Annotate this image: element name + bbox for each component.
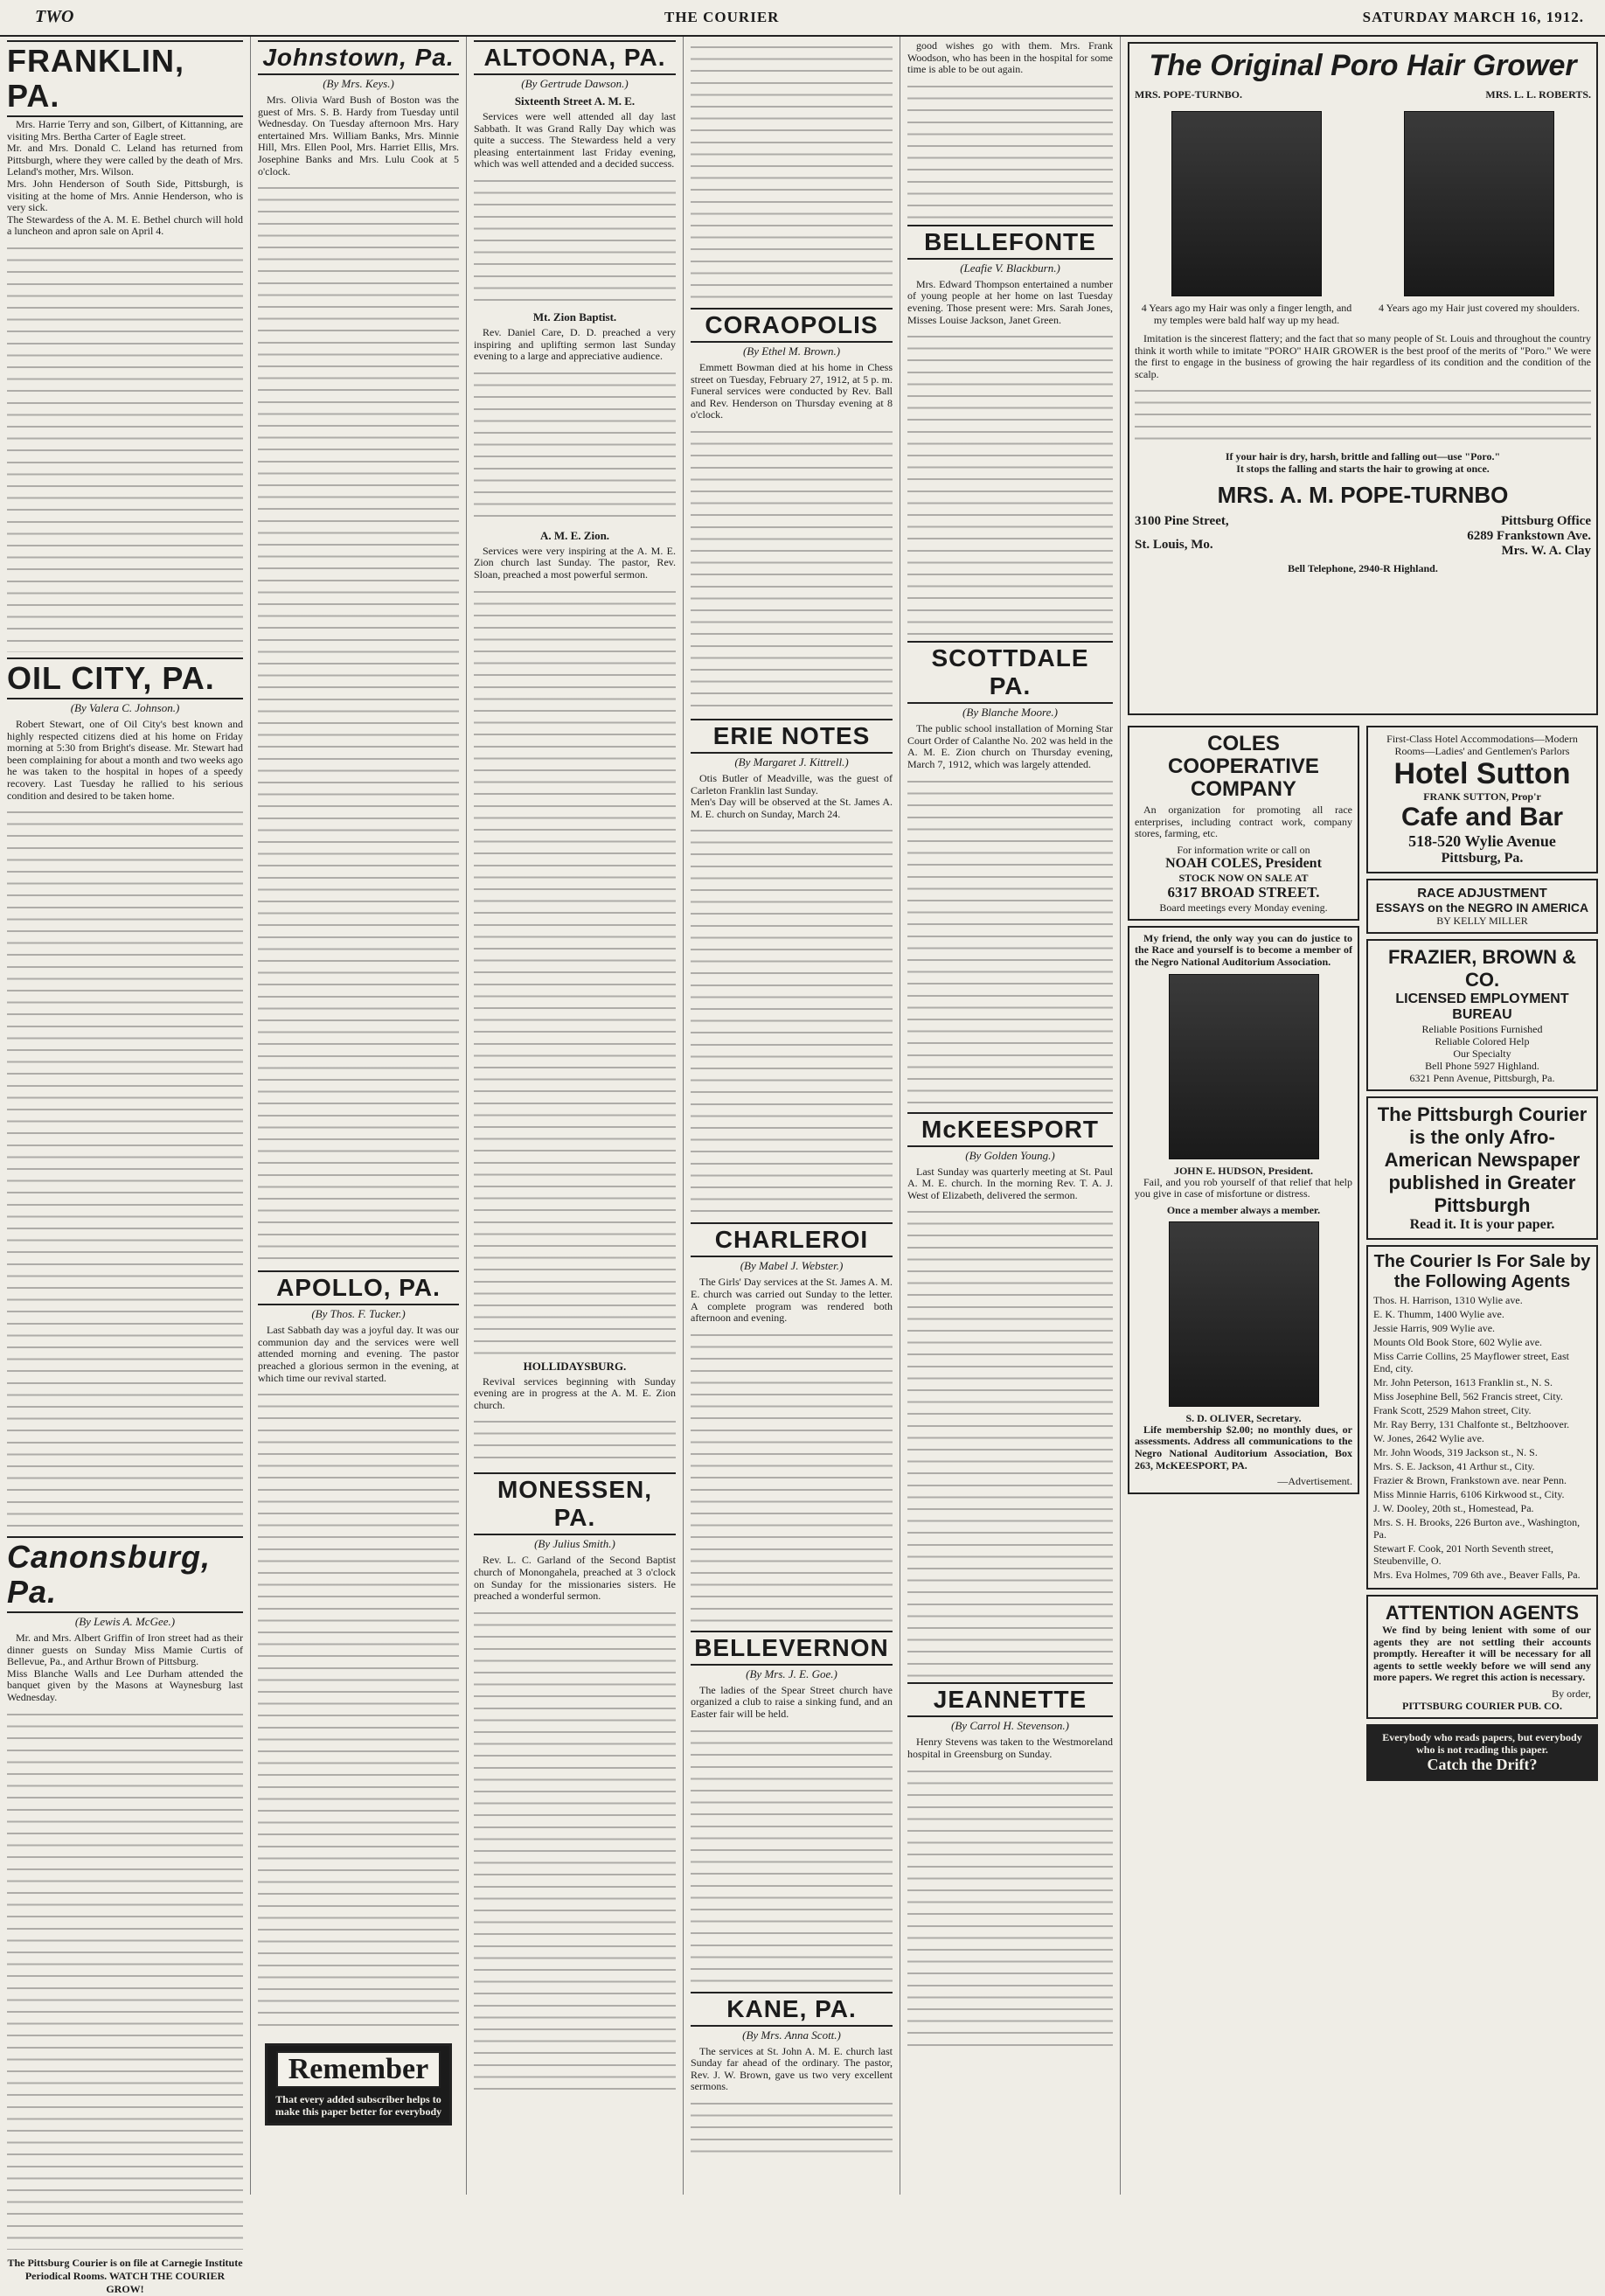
bellevernon-heading: BELLEVERNON [691,1631,893,1666]
poro-name: MRS. A. M. POPE-TURNBO [1217,482,1509,509]
frazier-address: 6321 Penn Avenue, Pittsburgh, Pa. [1409,1072,1555,1084]
coles-stock: STOCK NOW ON SALE AT [1178,871,1309,884]
johnstown-column-text [258,181,459,1265]
agent-entry: Mr. Ray Berry, 131 Chalfonte st., Beltzhoover. [1373,1418,1570,1430]
continued-column-text [907,80,1113,219]
nna-text: My friend, the only way you can do justice to the Race and yourself is to become a member of the Negro National Auditorium Association. [1135,931,1352,968]
poro-addr-left-2: St. Louis, Mo. [1135,538,1213,553]
remember-text: That every added subscriber helps to make this paper better for everybody [274,2093,442,2119]
monessen-column-text [474,1606,676,2096]
altoona-column-text [474,174,676,305]
sutton-title: Hotel Sutton [1393,757,1571,790]
altoona-byline: (By Gertrude Dawson.) [521,77,629,90]
poro-tail-1: If your hair is dry, harsh, brittle and falling out—use "Poro." [1225,450,1501,463]
jeannette-heading: JEANNETTE [907,1682,1113,1717]
bellefonte-text: Mrs. Edward Thompson entertained a number of young people at her home on last Tuesday evening. Those present were: Mrs. Sarah Jones, Misses Louise Jackson, Janet Green. [907,277,1113,326]
carnegie-notice: The Pittsburg Courier is on file at Carnegie Institute Periodical Rooms. WATCH THE COURIER GROW! [7,2256,243,2295]
bellefonte-column-text [907,330,1113,636]
mckeesport-heading: McKEESPORT [907,1112,1113,1147]
agent-entry: Mrs. Eva Holmes, 709 6th ave., Beaver Falls, Pa. [1373,1569,1581,1581]
column-2 [251,37,467,2195]
zion-subhead: Mt. Zion Baptist. [532,310,617,324]
charleroi-heading: CHARLEROI [691,1222,893,1257]
poro-title: The Original Poro Hair Grower [1149,49,1577,82]
agent-entry: Frank Scott, 2529 Mahon street, City. [1373,1404,1532,1416]
agent-entry: Miss Minnie Harris, 6106 Kirkwood st., City. [1373,1488,1565,1500]
frazier-line-1: Reliable Positions Furnished [1421,1023,1543,1035]
nna-president: JOHN E. HUDSON, President. [1173,1164,1314,1177]
mckeesport-text: Last Sunday was quarterly meeting at St. Paul A. M. E. church. In the morning Rev. T. A. J. West of Elizabeth, delivered the sermon. [907,1165,1113,1201]
apollo-byline: (By Thos. F. Tucker.) [311,1307,406,1321]
ame-subhead: A. M. E. Zion. [539,528,610,542]
agents-list [1373,1294,1591,1581]
jeannette-column-text [907,1764,1113,2053]
coles-title: COLES COOPERATIVE COMPANY [1168,732,1319,801]
race-sub: ESSAYS on the NEGRO IN AMERICA [1375,901,1589,915]
sutton-owner: FRANK SUTTON, Prop'r [1423,790,1541,803]
race-by: BY KELLY MILLER [1436,915,1528,927]
johnstown-heading: Johnstown, Pa. [258,40,459,75]
canonsburg-heading: Canonsburg, Pa. [7,1536,243,1613]
box-sub: Catch the Drift? [1427,1755,1538,1773]
erie-column-text [691,824,893,1217]
column-1 [0,37,251,2295]
oilcity-text: Robert Stewart, one of Oil City's best known and highly respected citizens died at his home on Friday morning at 5:30 from Bright's disease. Mr. Stewart had been complaining for about a month and two weeks ago he was taken to the hospital in hopes of a speedy recovery. Last Tuesday he rallied to his serious condition and desired to be taken home. [7,717,243,802]
courier-ad-sub: Read it. It is your paper. [1409,1217,1555,1232]
poro-ad [1128,42,1598,715]
coraopolis-heading: CORAOPOLIS [691,308,893,343]
poro-caption-right: 4 Years ago my Hair just covered my shoulders. [1379,302,1580,314]
oilcity-column-text [7,805,243,1531]
sutton-cafe: Cafe and Bar [1400,803,1564,831]
column-4 [684,37,900,2195]
kane-text: The services at St. John A. M. E. church last Sunday far ahead of the ordinary. The pastor, Rev. J. W. Brown, gave us two very excellent sermons. [691,2044,893,2093]
franklin-column-text [7,241,243,652]
oliver-portrait [1169,1221,1319,1407]
coles-text: An organization for promoting all race enterprises, including contract work, company stores, farming, etc. [1135,804,1352,840]
poro-left-name: MRS. POPE-TURNBO. [1135,88,1242,101]
zion-text: Rev. Daniel Care, D. D. preached a very inspiring and uplifting sermon last Sunday evening to a large and appreciative audience. [474,325,676,363]
continued-intro: good wishes go with them. Mrs. Frank Woodson, who has been in the hospital for some time is able to be out again. [907,39,1113,76]
frazier-line-2: Reliable Colored Help [1435,1035,1530,1047]
race-adjustment-ad [1366,879,1598,934]
agents-title: The Courier Is For Sale by the Following Agents [1373,1252,1591,1291]
agent-entry: E. K. Thumm, 1400 Wylie ave. [1373,1308,1504,1320]
apollo-heading: APOLLO, PA. [258,1270,459,1305]
sutton-address: 518-520 Wylie Avenue [1408,832,1556,850]
agent-entry: W. Jones, 2642 Wylie ave. [1373,1432,1484,1444]
coles-address: 6317 BROAD STREET. [1167,883,1320,901]
issue-date: SATURDAY MARCH 16, 1912. [1362,9,1584,25]
monessen-text: Rev. L. C. Garland of the Second Baptist church of Monongahela, preached at 3 o'clock on Sunday for the missionaries sisters. He preached a wonderful sermon. [474,1554,676,1603]
canonsburg-column-text [7,1708,243,2250]
agents-ad [1366,1245,1598,1590]
bellevernon-column-text [691,1724,893,1986]
portrait-photo-right [1404,111,1554,296]
kane-byline: (By Mrs. Anna Scott.) [742,2028,841,2042]
altoona-subhead: Sixteenth Street A. M. E. [514,94,636,108]
mckeesport-byline: (By Golden Young.) [965,1148,1055,1162]
franklin-heading: FRANKLIN, PA. [7,40,243,117]
continued-text [691,40,893,303]
altoona-text: Services were well attended all day last Sabbath. It was Grand Rally Day which was quite a success. The Stewardess held a very pleasing entertainment last Friday evening, which was well attended and a decided success. [474,110,676,170]
coraopolis-column-text [691,425,893,713]
nna-mid: Fail, and you rob yourself of that relief that help you give in case of misfortune or distress. [1135,1175,1352,1200]
nna-ad [1128,926,1359,1494]
agent-entry: Mounts Old Book Store, 602 Wylie ave. [1373,1336,1543,1348]
coles-meetings: Board meetings every Monday evening. [1159,901,1328,914]
bellevernon-text: The ladies of the Spear Street church have organized a club to raise a sinking fund, and an Easter fair will be held. [691,1683,893,1720]
mckeesport-column-text [907,1205,1113,1677]
nna-fee: Life membership $2.00; no monthly dues, or assessments. Address all communications to the Negro National Auditorium Association, Box 263, McKEESPORT, PA. [1135,1423,1352,1472]
bellefonte-byline: (Leafie V. Blackburn.) [960,261,1060,275]
masthead [0,0,1605,37]
agent-entry: Frazier & Brown, Frankstown ave. near Penn. [1373,1474,1567,1486]
charleroi-column-text [691,1328,893,1625]
attention-ad [1366,1595,1598,1719]
frazier-line-3: Our Specialty [1453,1047,1511,1060]
johnstown-byline: (By Mrs. Keys.) [323,77,394,90]
column-6-ads [1121,37,1605,2195]
coles-name: NOAH COLES, President [1165,855,1322,871]
scottdale-heading: SCOTTDALE PA. [907,641,1113,704]
kane-column-text [691,2097,893,2158]
poro-caption-left: 4 Years ago my Hair was only a finger length, and my temples were bald half way up my head. [1141,302,1352,326]
page-number: TWO [35,7,74,26]
scottdale-byline: (By Blanche Moore.) [962,706,1058,720]
courier-ad-text: The Pittsburgh Courier is the only Afro-American Newspaper published in Greater Pittsburgh [1377,1103,1588,1216]
poro-addr-left-1: 3100 Pine Street, [1135,514,1229,529]
column-5 [900,37,1121,2195]
poro-text: Imitation is the sincerest flattery; and the fact that so many people of St. Louis and throughout the country think it worth while to imitate "PORO" HAIR GROWER is the best proof of the merits of "Poro." We were the first to engage in the business of growing the hair regardless of its condition and the condition of the scalp. [1135,332,1591,380]
poro-addr-right-1: Pittsburg Office [1501,514,1591,529]
agent-entry: Mrs. S. E. Jackson, 41 Arthur st., City. [1373,1460,1535,1472]
catch-drift-box [1366,1724,1598,1781]
charleroi-byline: (By Mabel J. Webster.) [740,1259,844,1273]
hollidaysburg-text: Revival services beginning with Sunday evening are in progress at the A. M. E. Zion church. [474,1374,676,1411]
kane-heading: KANE, PA. [691,1992,893,2027]
race-title: RACE ADJUSTMENT [1417,886,1547,901]
attention-sign: By order, [1552,1687,1591,1700]
hollidaysburg-column-text [474,1415,676,1467]
canonsburg-text: Mr. and Mrs. Albert Griffin of Iron street had as their dinner guests on Sunday Miss Mamie Curtis of Bellevue, Pa., and Arthur Brown of Pittsburg. Miss Blanche Walls and Lee Durham attended the banquet given by the Masons at Waynesburg last Wednesday. [7,1632,243,1704]
agent-entry: Miss Josephine Bell, 562 Francis street, City. [1373,1390,1563,1402]
paper-name: THE COURIER [664,9,780,25]
frazier-sub: LICENSED EMPLOYMENT BUREAU [1395,991,1569,1022]
ame-text: Services were very inspiring at the A. M. E. Zion church last Sunday. The pastor, Rev. Sloan, preached a most powerful sermon. [474,544,676,581]
franklin-text: Mrs. Harrie Terry and son, Gilbert, of Kittanning, are visiting Mrs. Bertha Carter of Eagle street. Mr. and Mrs. Donald C. Leland has returned from Pittsburgh, where they were called by the death of Mrs. Leland's mother, Mrs. Wilson. Mrs. John Henderson of South Side, Pittsburgh, is visiting at the home of Mrs. Annie Henderson, who is very sick. The Stewardess of the A. M. E. Bethel church will hold a luncheon and apron sale on April 4. [7,118,243,238]
ame-column-text [474,585,676,1354]
poro-addr-right-2: 6289 Frankstown Ave. [1467,529,1591,544]
scottdale-text: The public school installation of Morning Star Court Order of Calanthe No. 202 was held in the A. M. E. Zion church on Thursday evening, March 7, 1912, which was largely attended. [907,722,1113,770]
erie-byline: (By Margaret J. Kittrell.) [734,755,849,769]
courier-ad [1366,1096,1598,1240]
altoona-heading: ALTOONA, PA. [474,40,676,75]
scottdale-column-text [907,775,1113,1107]
monessen-byline: (By Julius Smith.) [534,1537,615,1551]
coraopolis-text: Emmett Bowman died at his home in Chess street on Tuesday, February 27, 1912, at 5 p. m. Funeral services were conducted by Rev. Ball and Rev. Henderson on Thursday evening at 8 o'clock. [691,361,893,421]
apollo-column-text [258,1388,459,2035]
agent-entry: J. W. Dooley, 20th st., Homestead, Pa. [1373,1502,1534,1514]
box-text: Everybody who reads papers, but everybody who is not reading this paper. [1382,1730,1582,1756]
agent-entry: Stewart F. Cook, 201 North Seventh street, Steubenville, O. [1373,1542,1554,1567]
bellefonte-heading: BELLEFONTE [907,225,1113,260]
nna-secretary: S. D. OLIVER, Secretary. [1185,1411,1302,1424]
agent-entry: Jessie Harris, 909 Wylie ave. [1373,1322,1496,1334]
portrait-photo-left [1171,111,1322,296]
coraopolis-byline: (By Ethel M. Brown.) [742,344,841,358]
attention-title: ATTENTION AGENTS [1385,1602,1580,1624]
oilcity-heading: OIL CITY, PA. [7,657,243,699]
column-3 [467,37,684,2195]
hudson-portrait [1169,974,1319,1159]
frazier-title: FRAZIER, BROWN & CO. [1387,946,1577,991]
bellevernon-byline: (By Mrs. J. E. Goe.) [746,1666,837,1680]
attention-publisher: PITTSBURG COURIER PUB. CO. [1401,1699,1563,1712]
nna-once: Once a member always a member. [1166,1203,1321,1216]
poro-tail-2: It stops the falling and starts the hair to growing at once. [1236,463,1490,476]
agent-entry: Mrs. S. H. Brooks, 226 Burton ave., Washington, Pa. [1373,1516,1581,1541]
nna-advertisement: —Advertisement. [1277,1475,1352,1488]
attention-text: We find by being lenient with some of our agents they are not settling their accounts promptly. Hereafter it will be necessary for all agents to settle weekly before we will send any more papers. We regret this action is necessary. [1373,1624,1591,1684]
agent-entry: Miss Carrie Collins, 25 Mayflower street, East End, city. [1373,1350,1569,1374]
agent-entry: Mr. John Peterson, 1613 Franklin st., N. S. [1373,1376,1553,1388]
sutton-city: Pittsburg, Pa. [1441,851,1524,866]
agent-entry: Mr. John Woods, 319 Jackson st., N. S. [1373,1446,1538,1458]
poro-addr-right-3: Mrs. W. A. Clay [1501,544,1591,559]
agent-entry: Thos. H. Harrison, 1310 Wylie ave. [1373,1294,1523,1306]
canonsburg-byline: (By Lewis A. McGee.) [74,1615,176,1629]
coles-ad [1128,726,1359,921]
erie-heading: ERIE NOTES [691,719,893,754]
jeannette-text: Henry Stevens was taken to the Westmoreland hospital in Greensburg on Sunday. [907,1736,1113,1760]
coles-info: For information write or call on [1177,843,1310,856]
poro-right-name: MRS. L. L. ROBERTS. [1485,88,1591,101]
jeannette-byline: (By Carrol H. Stevenson.) [951,1719,1069,1733]
remember-title: Remember [276,2051,441,2088]
apollo-text: Last Sabbath day was a joyful day. It was our communion day and the services were well attended morning and evening. The pastor preached a glorious sermon in the evening, at which time our revival started. [258,1324,459,1384]
sutton-top: First-Class Hotel Accommodations—Modern Rooms—Ladies' and Gentlemen's Parlors [1386,733,1578,757]
poro-ad-text [1135,384,1591,445]
charleroi-text: The Girls' Day services at the St. James A. M. E. church was carried out Sunday to the letter. A complete program was rendered both afternoon and evening. [691,1276,893,1325]
sutton-ad [1366,726,1598,873]
zion-column-text [474,366,676,524]
erie-text: Otis Butler of Meadville, was the guest of Carleton Franklin last Sunday. Men's Day will be observed at the St. James A. M. E. church on Sunday, March 24. [691,771,893,820]
poro-phone: Bell Telephone, 2940-R Highland. [1288,562,1438,575]
oilcity-byline: (By Valera C. Johnson.) [70,700,180,714]
frazier-phone: Bell Phone 5927 Highland. [1425,1060,1539,1072]
monessen-heading: MONESSEN, PA. [474,1472,676,1535]
remember-ad [265,2043,452,2126]
johnstown-text: Mrs. Olivia Ward Bush of Boston was the guest of Mrs. S. B. Hardy from Tuesday until Wednesday. On Tuesday afternoon Mrs. Hary entertained Mrs. William Banks, Mrs. Minnie Hill, Mrs. Ellen Pool, Mrs. Harriet Ellis, Mrs. Josephine Banks and Mrs. Lulu Cook at 5 o'clock. [258,94,459,177]
frazier-ad [1366,939,1598,1091]
hollidaysburg-subhead: HOLLIDAYSBURG. [523,1359,627,1373]
